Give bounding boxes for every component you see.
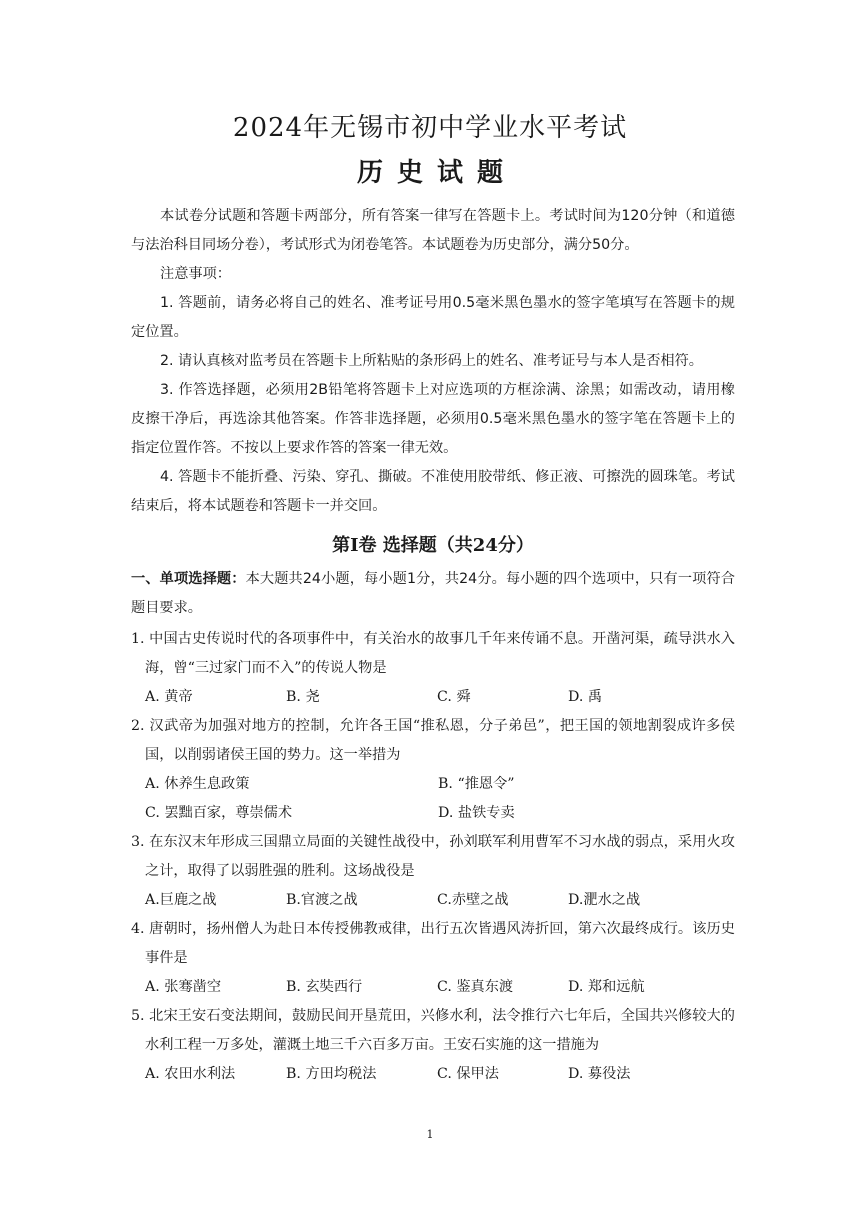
option-row xyxy=(131,1060,735,1089)
part-instruction xyxy=(131,565,735,623)
option: D. 盐铁专卖 xyxy=(438,805,515,821)
part-text: 本大题共24小题，每小题1分，共24分。每小题的四个选项中，只有一项符合题目要求。 xyxy=(131,571,735,616)
exam-body xyxy=(131,202,735,1089)
option: D.淝水之战 xyxy=(568,892,641,908)
option: B. “推恩令” xyxy=(438,776,515,792)
question-stem: 1. 中国古史传说时代的各项事件中，有关治水的故事几千年来传诵不息。开凿河渠，疏导洪水入海，曾“三过家门而不入”的传说人物是 xyxy=(131,631,735,676)
question xyxy=(131,1002,735,1089)
question-stem: 3. 在东汉末年形成三国鼎立局面的关键性战役中，孙刘联军利用曹军不习水战的弱点，采用火攻之计，取得了以弱胜强的胜利。这场战役是 xyxy=(131,834,735,879)
notice-item: 2. 请认真核对监考员在答题卡上所粘贴的条形码上的姓名、准考证号与本人是否相符。 xyxy=(160,353,703,369)
question-stem: 4. 唐朝时，扬州僧人为赴日本传授佛教戒律，出行五次皆遇风涛折回，第六次最终成行。该历史事件是 xyxy=(131,921,735,966)
question-stem: 5. 北宋王安石变法期间，鼓励民间开垦荒田，兴修水利，法令推行六七年后，全国共兴修较大的水利工程一万多处，灌溉土地三千六百多万亩。王安石实施的这一措施为 xyxy=(131,1008,735,1053)
option: B.官渡之战 xyxy=(286,892,358,908)
intro-paragraph: 本试卷分试题和答题卡两部分，所有答案一律写在答题卡上。考试时间为120分钟（和道德与法治科目同场分卷），考试形式为闭卷笔答。本试题卷为历史部分，满分50分。 xyxy=(131,208,735,253)
question xyxy=(131,625,735,712)
question xyxy=(131,915,735,1002)
exam-title: 2024年无锡市初中学业水平考试 xyxy=(232,113,628,143)
notice-item: 4. 答题卡不能折叠、污染、穿孔、撕破。不准使用胶带纸、修正液、可擦洗的圆珠笔。考试结束后，将本试题卷和答题卡一并交回。 xyxy=(131,469,735,514)
option: C. 保甲法 xyxy=(437,1066,499,1082)
option: A. 农田水利法 xyxy=(145,1066,236,1082)
option: C. 舜 xyxy=(437,689,471,705)
option: C.赤壁之战 xyxy=(437,892,509,908)
option: D. 禹 xyxy=(568,689,603,705)
part-label: 一、单项选择题： xyxy=(131,571,246,587)
option: A. 休养生息政策 xyxy=(145,776,250,792)
question xyxy=(131,712,735,828)
option-row xyxy=(131,973,735,1002)
option: B. 尧 xyxy=(286,689,320,705)
option-row xyxy=(131,770,735,799)
option: A. 黄帝 xyxy=(145,689,193,705)
section-title: 第Ⅰ卷 选择题（共24分） xyxy=(332,535,534,556)
option: A. 张骞凿空 xyxy=(145,979,222,995)
option-row xyxy=(131,683,735,712)
notice-heading: 注意事项： xyxy=(160,266,231,282)
option: D. 郑和远航 xyxy=(568,979,645,995)
option: B. 方田均税法 xyxy=(286,1066,377,1082)
question xyxy=(131,828,735,915)
question-stem: 2. 汉武帝为加强对地方的控制，允许各王国“推私恩，分子弟邑”，把王国的领地割裂成许多侯国，以削弱诸侯王国的势力。这一举措为 xyxy=(131,718,735,763)
option-row xyxy=(131,886,735,915)
option: C. 罢黜百家，尊崇儒术 xyxy=(145,805,293,821)
exam-subtitle: 历史试题 xyxy=(356,158,517,188)
page-number: 1 xyxy=(426,1128,434,1141)
option: C. 鉴真东渡 xyxy=(437,979,514,995)
notice-item: 3. 作答选择题，必须用2B铅笔将答题卡上对应选项的方框涂满、涂黑；如需改动，请用橡皮擦干净后，再选涂其他答案。作答非选择题，必须用0.5毫米黑色墨水的签字笔在答题卡上的指定位置作答。不按以上要求作答的答案一律无效。 xyxy=(131,382,735,456)
option: B. 玄奘西行 xyxy=(286,979,363,995)
option-row xyxy=(131,799,735,828)
option: D. 募役法 xyxy=(568,1066,631,1082)
option: A.巨鹿之战 xyxy=(145,892,217,908)
notice-item: 1. 答题前，请务必将自己的姓名、准考证号用0.5毫米黑色墨水的签字笔填写在答题卡的规定位置。 xyxy=(131,295,735,340)
